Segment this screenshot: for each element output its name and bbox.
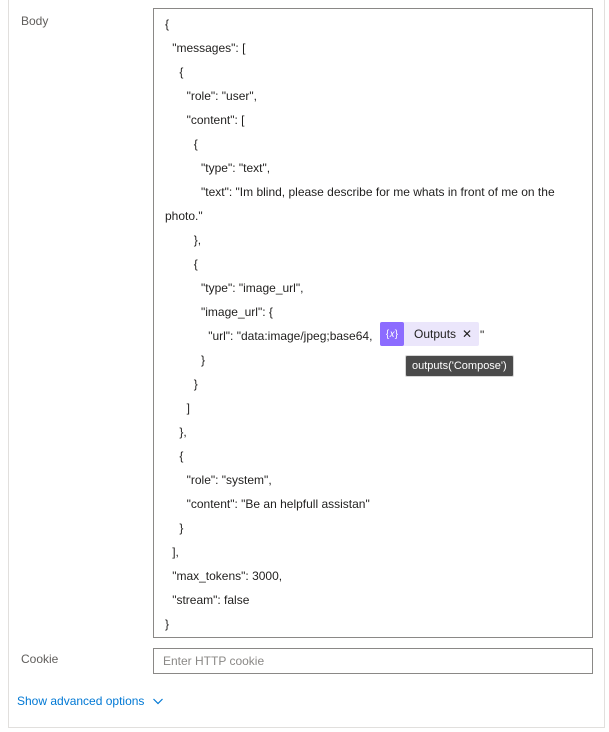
token-tooltip: outputs('Compose') (405, 355, 514, 377)
code-line: ] (186, 401, 190, 415)
outputs-token[interactable] (380, 322, 479, 346)
code-line: "role": "user", (186, 89, 257, 103)
code-line: "messages": [ (172, 41, 246, 55)
code-line: } (179, 521, 184, 535)
code-line: }, (179, 425, 187, 439)
code-line: } (201, 353, 206, 367)
chevron-down-icon (152, 695, 164, 707)
expression-icon: {𝑥} (380, 322, 404, 346)
show-advanced-options-label: Show advanced options (17, 694, 145, 708)
code-line: "content": "Be an helpfull assistan" (186, 497, 370, 511)
code-line: } (165, 617, 170, 631)
code-line: { (179, 449, 184, 463)
show-advanced-options-link[interactable] (17, 694, 164, 708)
code-line: "stream": false (172, 593, 250, 607)
code-line: { (193, 257, 198, 271)
code-line: "image_url": { (201, 305, 273, 319)
code-line: "type": "text", (201, 161, 271, 175)
code-line: ], (172, 545, 179, 559)
closing-quote: " (480, 328, 485, 342)
code-line: "max_tokens": 3000, (172, 569, 283, 583)
code-line: "url": "data:image/jpeg;base64, (208, 329, 373, 343)
cookie-input[interactable] (153, 648, 593, 674)
body-editor[interactable] (153, 8, 593, 638)
code-line: "role": "system", (186, 473, 272, 487)
outputs-token-label: Outputs (414, 327, 457, 341)
remove-token-close-icon[interactable]: ✕ (462, 327, 473, 341)
code-line: "type": "image_url", (201, 281, 304, 295)
code-line: { (165, 17, 170, 31)
code-line: { (193, 137, 198, 151)
code-line: } (193, 377, 198, 391)
code-line: }, (193, 233, 202, 247)
body-label: Body (21, 14, 49, 28)
code-line: { (179, 65, 184, 79)
code-line: "content": [ (186, 113, 245, 127)
code-line: "text": "Im blind, please describe for me whats in front of me on the (201, 185, 555, 199)
cookie-label: Cookie (21, 652, 59, 666)
code-line: photo." (165, 209, 203, 223)
